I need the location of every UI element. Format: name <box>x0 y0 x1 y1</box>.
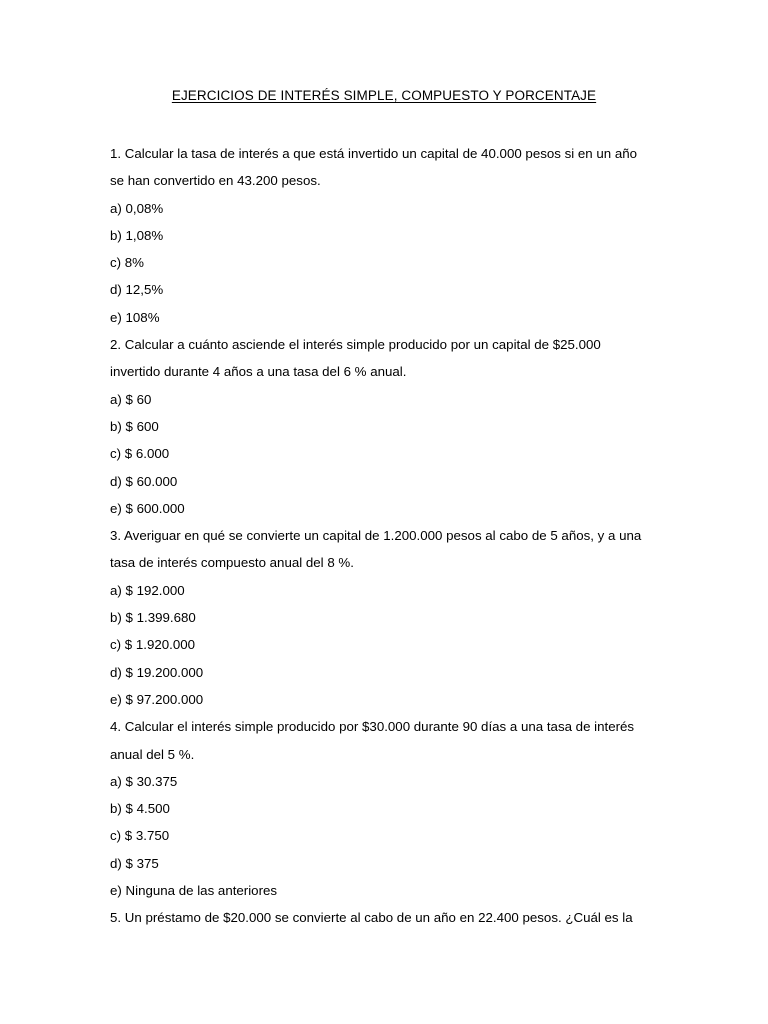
question-2-line-1: 2. Calcular a cuánto asciende el interés simple producido por un capital de $25.000 <box>110 337 601 353</box>
option-3b: b) $ 1.399.680 <box>110 610 196 626</box>
question-2-line-2: invertido durante 4 años a una tasa del 6 % anual. <box>110 364 407 380</box>
option-1b: b) 1,08% <box>110 227 164 243</box>
option-3e: e) $ 97.200.000 <box>110 691 204 707</box>
option-3c: c) $ 1.920.000 <box>110 637 196 653</box>
option-2d: d) $ 60.000 <box>110 473 178 489</box>
option-1a: a) 0,08% <box>110 200 164 216</box>
question-1-line-2: se han convertido en 43.200 pesos. <box>110 173 321 189</box>
option-4c: c) $ 3.750 <box>110 828 170 844</box>
option-3d: d) $ 19.200.000 <box>110 664 204 680</box>
option-4a: a) $ 30.375 <box>110 773 178 789</box>
question-1-line-1: 1. Calcular la tasa de interés a que está invertido un capital de 40.000 pesos si en un año <box>110 146 638 161</box>
option-1c: c) 8% <box>110 255 144 271</box>
document-title: EJERCICIOS DE INTERÉS SIMPLE, COMPUESTO Y PORCENTAJE <box>171 88 597 103</box>
question-3-line-2: tasa de interés compuesto anual del 8 %. <box>110 555 354 571</box>
option-3a: a) $ 192.000 <box>110 582 185 598</box>
option-2a: a) $ 60 <box>110 391 152 407</box>
option-2c: c) $ 6.000 <box>110 446 170 462</box>
option-2e: e) $ 600.000 <box>110 500 185 516</box>
question-4-line-1: 4. Calcular el interés simple producido por $30.000 durante 90 días a una tasa de interés <box>110 719 635 735</box>
option-1e: e) 108% <box>110 309 160 325</box>
document-body <box>110 140 650 932</box>
option-4d: d) $ 375 <box>110 855 159 871</box>
option-1d: d) 12,5% <box>110 282 164 298</box>
question-3-line-1: 3. Averiguar en qué se convierte un capital de 1.200.000 pesos al cabo de 5 años, y a una <box>110 528 642 544</box>
option-2b: b) $ 600 <box>110 418 159 434</box>
question-4-line-2: anual del 5 %. <box>110 746 195 762</box>
option-4e: e) Ninguna de las anteriores <box>110 883 278 899</box>
question-5-line-1: 5. Un préstamo de $20.000 se convierte al cabo de un año en 22.400 pesos. ¿Cuál es la <box>110 910 633 926</box>
option-4b: b) $ 4.500 <box>110 801 170 817</box>
